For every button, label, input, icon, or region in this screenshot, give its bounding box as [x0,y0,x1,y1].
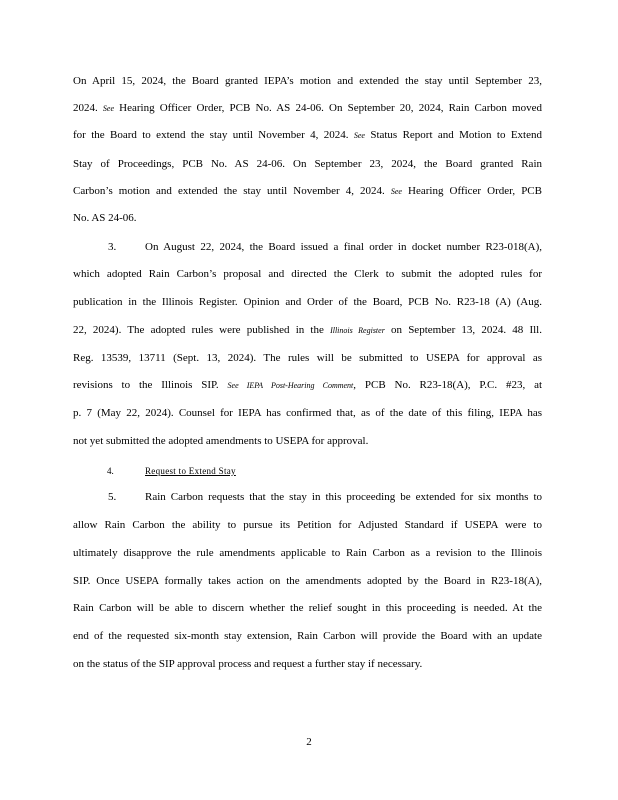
paragraph-line: end of the requested six-month stay extension, Rain Carbon will provide the Board with an update [73,630,542,642]
section-number: 4. [107,466,114,476]
citation-signal: See [102,104,115,113]
paragraph-line: publication in the Illinois Register. Opinion and Order of the Board, PCB No. R23-18 (A) (Aug. [73,296,542,308]
paragraph-line: p. 7 (May 22, 2024). Counsel for IEPA has confirmed that, as of the date of this filing, IEPA has [73,407,542,419]
paragraph-line: which adopted Rain Carbon’s proposal and directed the Clerk to submit the adopted rules for [73,268,542,280]
paragraph-line: Carbon’s motion and extended the stay until November 4, 2024. See Hearing Officer Order, PCB [73,185,542,197]
publication-title: Illinois Register [330,326,385,335]
paragraph-line: for the Board to extend the stay until November 4, 2024. See Status Report and Motion to Extend [73,129,542,141]
paragraph-line: on the status of the SIP approval process and request a further stay if necessary. [73,658,423,670]
paragraph-number: 3. [108,241,117,253]
page-number: 2 [306,736,312,748]
paragraph-line: revisions to the Illinois SIP. See IEPA Post-Hearing Comment, PCB No. R23-18(A), P.C. #23, at [73,379,543,391]
paragraph-3-first-line: 3. On August 22, 2024, the Board issued a final order in docket number R23-018(A), [108,241,542,253]
paragraph-number: 5. [108,491,117,503]
paragraph-5-first-line: 5. Rain Carbon requests that the stay in this proceeding be extended for six months to [108,491,542,503]
paragraph-line: not yet submitted the adopted amendments to USEPA for approval. [73,435,369,447]
paragraph-line: Stay of Proceedings, PCB No. AS 24-06. On September 23, 2024, the Board granted Rain [73,158,542,170]
paragraph-line: allow Rain Carbon the ability to pursue its Petition for Adjusted Standard if USEPA were to [73,519,542,531]
citation-signal: See [353,131,365,140]
section-title: Request to Extend Stay [145,466,236,476]
paragraph-line: ultimately disapprove the rule amendments applicable to Rain Carbon as a revision to the Illinois [73,547,542,559]
paragraph-line: No. AS 24-06. [73,212,137,224]
paragraph-line: 22, 2024). The adopted rules were published in the Illinois Register on September 13, 2024. 48 Ill. [73,324,542,336]
citation-signal: See IEPA Post-Hearing Comment [227,381,354,390]
paragraph-line: On April 15, 2024, the Board granted IEPA’s motion and extended the stay until September 23, [73,75,542,87]
paragraph-line: Reg. 13539, 13711 (Sept. 13, 2024). The rules will be submitted to USEPA for approval as [73,352,542,364]
citation-signal: See [390,187,402,196]
paragraph-line: Rain Carbon will be able to discern whether the relief sought in this proceeding is needed. At the [73,602,542,614]
paragraph-line: SIP. Once USEPA formally takes action on the amendments adopted by the Board in R23-18(A), [73,575,542,587]
paragraph-line: 2024. See Hearing Officer Order, PCB No. AS 24-06. On September 20, 2024, Rain Carbon moved [73,102,542,114]
section-heading [107,465,236,477]
